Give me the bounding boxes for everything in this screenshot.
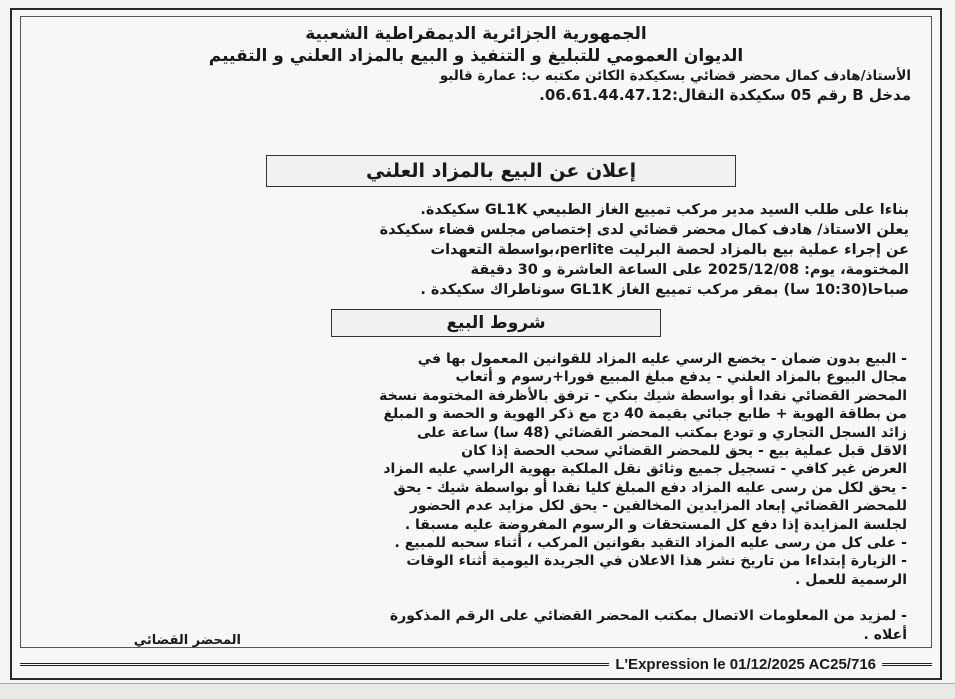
footer-rule-right	[882, 663, 932, 666]
header-office: الديوان العمومي للتبليغ و التنفيذ و البيع بالمزاد العلني و التقييم	[208, 46, 744, 66]
publication-source: L'Expression le 01/12/2025 AC25/716	[615, 655, 876, 673]
condition-line: - يحق لكل من رسى عليه المزاد دفع المبلغ كليا نقدا أو بواسطة شيك - يحق	[393, 479, 907, 496]
header-address: مدخل B رقم 05 سكيكدة النقال:06.61.44.47.12.	[539, 86, 911, 104]
condition-line: للمحضر القضائي إبعاد المزايدين المخالفين - يحق لكل مزايد عدم الحضور	[409, 498, 907, 515]
conditions-list	[39, 350, 907, 589]
header-bailiff: الأستاذ/هادف كمال محضر قضائي بسكيكدة الكائن مكتبه ب: عمارة قالبو	[439, 68, 911, 84]
scan-margin	[0, 683, 955, 699]
condition-line: زائد السجل التجاري و تودع بمكتب المحضر القضائي (48 سا) ساعة على	[417, 424, 907, 441]
condition-line: الاقل قبل عملية بيع - يحق للمحضر القضائي سحب الحصة إذا كان	[461, 443, 907, 460]
footer-bar	[20, 654, 932, 674]
header-block	[41, 23, 911, 105]
announcement-frame	[20, 16, 932, 648]
condition-line: العرض غير كافي - تسجيل جميع وثائق نقل الملكية بهوية الراسي عليه المزاد	[383, 461, 907, 478]
condition-line: لجلسة المزايدة إذا دفع كل المستحقات و الرسوم المفروضة عليه مسبقا .	[404, 516, 907, 533]
condition-line: - البيع بدون ضمان - يخضع الرسي عليه المزاد للقوانين المعمول بها في	[417, 351, 907, 367]
condition-line: - الزيارة إبتداءا من تاريخ نشر هذا الاعلان في الجريدة اليومية أثناء الوقات	[406, 553, 907, 570]
header-republic: الجمهورية الجزائرية الديمقراطية الشعبية	[305, 24, 647, 44]
condition-line: مجال البيوع بالمزاد العلني - يدفع مبلغ المبيع فورا+رسوم و أتعاب	[455, 369, 907, 386]
intro-line: صباحا(10:30 سا) بمقر مركب تمييع الغاز GL1K سوناطراك سكيكدة .	[420, 282, 909, 298]
intro-line: يعلن الاستاذ/ هادف كمال محضر قضائي لدى إختصاص مجلس قضاء سكيكدة	[379, 222, 909, 238]
signature: المحضر القضائي	[133, 633, 241, 648]
intro-line: بناءا على طلب السيد مدير مركب تمييع الغاز الطبيعي GL1K سكيكدة.	[420, 202, 909, 218]
condition-line: - على كل من رسى عليه المزاد التقيد بقوانين المركب ، أثناء سحبه للمبيع .	[394, 535, 907, 552]
footer-rule-left	[20, 663, 609, 666]
condition-line: المحضر القضائي نقدا أو بواسطة شيك بنكي - ترفق بالأظرفة المختومة نسخة	[379, 387, 907, 404]
contact-line: - لمزيد من المعلومات الاتصال بمكتب المحضر القضائي على الرقم المذكورة	[389, 608, 907, 624]
announcement-title: إعلان عن البيع بالمزاد العلني	[266, 155, 736, 187]
contact-line: أعلاه .	[863, 627, 907, 643]
intro-line: المختومة، يوم: 2025/12/08 على الساعة العاشرة و 30 دقيقة	[470, 262, 909, 278]
intro-paragraph	[39, 200, 909, 300]
intro-line: عن إجراء عملية بيع بالمزاد لحصة البرليت perlite،بواسطة التعهدات	[430, 242, 909, 258]
announcement-page	[10, 8, 942, 680]
condition-line: من بطاقة الهوية + طابع جبائي بقيمة 40 دج مع ذكر الهوية و الحصة و المبلغ	[383, 406, 907, 423]
condition-line: الرسمية للعمل .	[795, 571, 907, 588]
conditions-title: شروط البيع	[331, 309, 661, 337]
